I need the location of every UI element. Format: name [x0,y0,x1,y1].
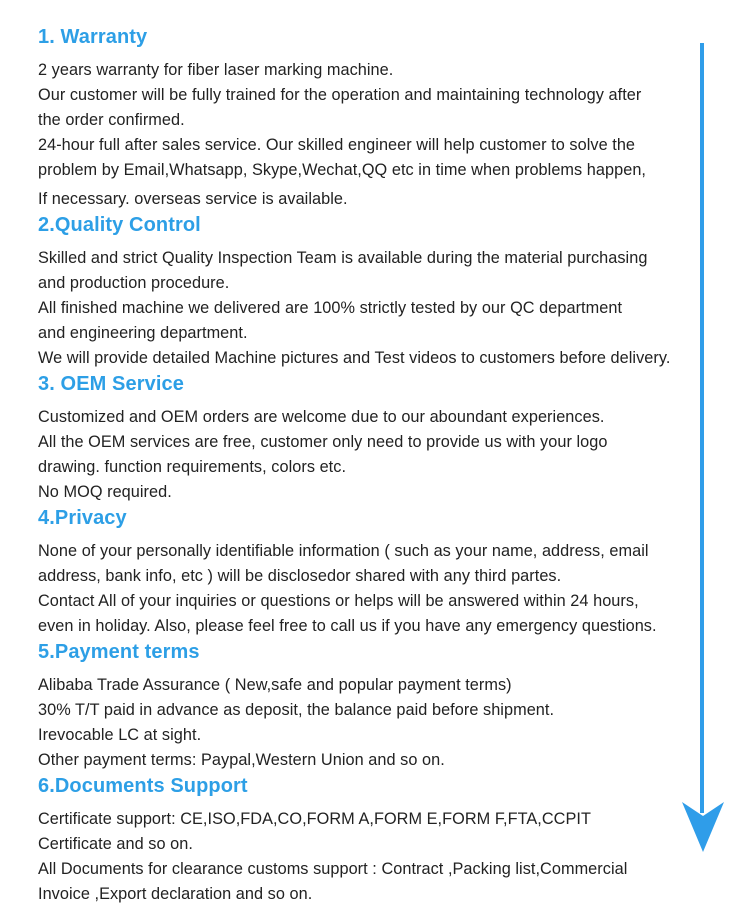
text-line: All finished machine we delivered are 100% strictly tested by our QC department [38,299,623,317]
text-line: Irevocable LC at sight. [38,726,202,744]
section-payment-terms [38,641,714,773]
text-line: Our customer will be fully trained for the operation and maintaining technology after [38,86,642,104]
text-line: and production procedure. [38,274,230,292]
text-line: We will provide detailed Machine pictures and Test videos to customers before delivery. [38,349,671,367]
text-line: Skilled and strict Quality Inspection Team is available during the material purchasing [38,249,648,267]
text-line: Customized and OEM orders are welcome due to our aboundant experiences. [38,408,605,426]
text-line: 30% T/T paid in advance as deposit, the balance paid before shipment. [38,701,555,719]
text-line: Contact All of your inquiries or questions or helps will be answered within 24 hours, [38,592,639,610]
section-oem-service [38,373,714,505]
section-title-payment-terms: 5.Payment terms [38,641,200,663]
section-warranty [38,26,714,212]
text-line: 2 years warranty for fiber laser marking machine. [38,61,394,79]
text-line: If necessary. overseas service is available. [38,190,348,208]
text-line: All Documents for clearance customs support : Contract ,Packing list,Commercial [38,860,628,878]
text-line: Other payment terms: Paypal,Western Union and so on. [38,751,445,769]
section-documents-support [38,775,714,907]
text-line: Certificate support: CE,ISO,FDA,CO,FORM A,FORM E,FORM F,FTA,CCPIT [38,810,591,828]
text-line: the order confirmed. [38,111,185,129]
text-line: None of your personally identifiable information ( such as your name, address, email [38,542,649,560]
section-quality-control [38,214,714,371]
section-title-quality-control: 2.Quality Control [38,214,201,236]
section-title-warranty: 1. Warranty [38,26,148,48]
text-line: 24-hour full after sales service. Our skilled engineer will help customer to solve the [38,136,636,154]
text-line: Invoice ,Export declaration and so on. [38,885,313,903]
text-line: Certificate and so on. [38,835,193,853]
section-title-documents-support: 6.Documents Support [38,775,248,797]
section-title-oem-service: 3. OEM Service [38,373,184,395]
text-line: even in holiday. Also, please feel free to call us if you have any emergency questions. [38,617,657,635]
text-line: All the OEM services are free, customer only need to provide us with your logo [38,433,608,451]
text-line: Alibaba Trade Assurance ( New,safe and popular payment terms) [38,676,512,694]
text-line: and engineering department. [38,324,248,342]
section-privacy [38,507,714,639]
text-line: drawing. function requirements, colors etc. [38,458,347,476]
text-line: No MOQ required. [38,483,172,501]
text-line: problem by Email,Whatsapp, Skype,Wechat,QQ etc in time when problems happen, [38,161,647,179]
text-line: address, bank info, etc ) will be disclosedor shared with any third partes. [38,567,562,585]
section-title-privacy: 4.Privacy [38,507,127,529]
